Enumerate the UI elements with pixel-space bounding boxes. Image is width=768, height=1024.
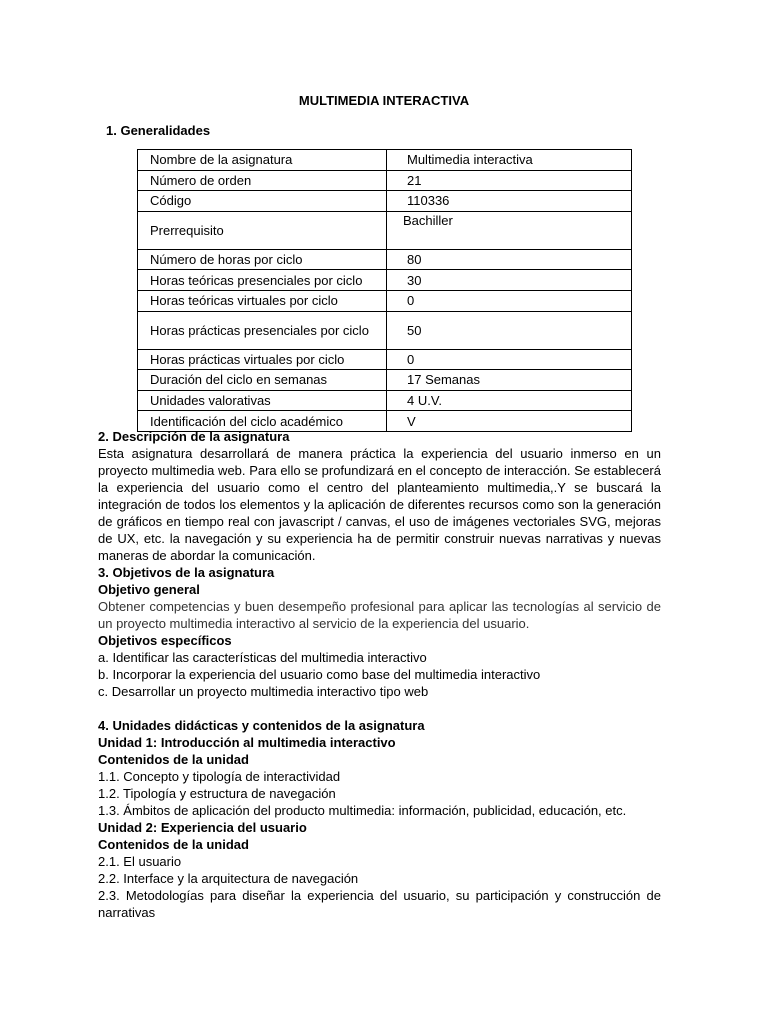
description-paragraph: Esta asignatura desarrollará de manera práctica la experiencia del usuario inmerso en un proyecto multimedia web. Para ello se profundizará en el concepto de interacción. Se establecerá la experiencia del usuario como el centro del planteamiento multimedia,.Y se buscará la integración de todos los elementos y la aplicación de diferentes recursos como son la generación de gráficos en tiempo real con javascript / canvas, el uso de imágenes vectoriales SVG, mejoras de UX, etc. la navegación y su experiencia ha de permitir construir nuevas narrativas y nuevas maneras de abordar la comunicación. <box>98 446 661 563</box>
list-item: 2.2. Interface y la arquitectura de navegación <box>98 871 359 886</box>
unit1-contents-heading: Contenidos de la unidad <box>98 752 249 767</box>
table-label: Duración del ciclo en semanas <box>138 370 387 391</box>
list-item: b. Incorporar la experiencia del usuario como base del multimedia interactivo <box>98 667 541 682</box>
document-title: MULTIMEDIA INTERACTIVA <box>298 93 470 108</box>
table-value: V <box>387 411 632 432</box>
table-value: 21 <box>387 170 632 191</box>
table-value: 0 <box>387 290 632 311</box>
generalidades-table <box>137 149 632 432</box>
table-label: Horas prácticas presenciales por ciclo <box>138 311 387 349</box>
table-label: Unidades valorativas <box>138 390 387 411</box>
table-label: Horas prácticas virtuales por ciclo <box>138 349 387 370</box>
list-item: 2.3. Metodologías para diseñar la experiencia del usuario, su participación y construcción de narrativas <box>98 888 661 920</box>
list-item: 2.1. El usuario <box>98 854 182 869</box>
table-row <box>138 349 632 370</box>
specific-objectives-heading: Objetivos específicos <box>98 633 232 648</box>
table-row <box>138 249 632 270</box>
unit1-heading: Unidad 1: Introducción al multimedia interactivo <box>98 735 396 750</box>
table-row <box>138 170 632 191</box>
table-value: 50 <box>387 311 632 349</box>
table-label: Horas teóricas virtuales por ciclo <box>138 290 387 311</box>
table-value: 17 Semanas <box>387 370 632 391</box>
list-item: 1.1. Concepto y tipología de interactividad <box>98 769 341 784</box>
table-value: Bachiller <box>387 211 632 249</box>
table-label: Número de orden <box>138 170 387 191</box>
table-value: 80 <box>387 249 632 270</box>
table-value: 30 <box>387 270 632 291</box>
table-row <box>138 270 632 291</box>
list-item: 1.2. Tipología y estructura de navegación <box>98 786 336 801</box>
unit2-contents-heading: Contenidos de la unidad <box>98 837 249 852</box>
table-label: Número de horas por ciclo <box>138 249 387 270</box>
section-heading-generalidades: 1. Generalidades <box>106 123 211 138</box>
section-heading-descripcion: 2. Descripción de la asignatura <box>98 429 290 444</box>
list-item: a. Identificar las características del multimedia interactivo <box>98 650 427 665</box>
table-row <box>138 191 632 212</box>
table-label: Código <box>138 191 387 212</box>
table-row <box>138 290 632 311</box>
section-heading-objetivos: 3. Objetivos de la asignatura <box>98 565 275 580</box>
list-item: c. Desarrollar un proyecto multimedia interactivo tipo web <box>98 684 429 699</box>
document-body <box>98 428 661 921</box>
table-value: 4 U.V. <box>387 390 632 411</box>
table-value: 0 <box>387 349 632 370</box>
table-row <box>138 211 632 249</box>
list-item: 1.3. Ámbitos de aplicación del producto multimedia: información, publicidad, educación, etc. <box>98 803 627 818</box>
table-row <box>138 150 632 171</box>
table-value: Multimedia interactiva <box>387 150 632 171</box>
unit2-heading: Unidad 2: Experiencia del usuario <box>98 820 307 835</box>
table-row <box>138 311 632 349</box>
table-label: Prerrequisito <box>138 211 387 249</box>
table-label: Identificación del ciclo académico <box>138 411 387 432</box>
table-label: Horas teóricas presenciales por ciclo <box>138 270 387 291</box>
table-value: 110336 <box>387 191 632 212</box>
general-objective-heading: Objetivo general <box>98 582 200 597</box>
table-row <box>138 390 632 411</box>
section-heading-unidades: 4. Unidades didácticas y contenidos de la asignatura <box>98 718 425 733</box>
spacer <box>98 700 661 717</box>
general-objective-text: Obtener competencias y buen desempeño profesional para aplicar las tecnologías al servicio de un proyecto multimedia interactivo al servicio de la experiencia del usuario. <box>98 599 661 631</box>
table-row <box>138 370 632 391</box>
table-label: Nombre de la asignatura <box>138 150 387 171</box>
